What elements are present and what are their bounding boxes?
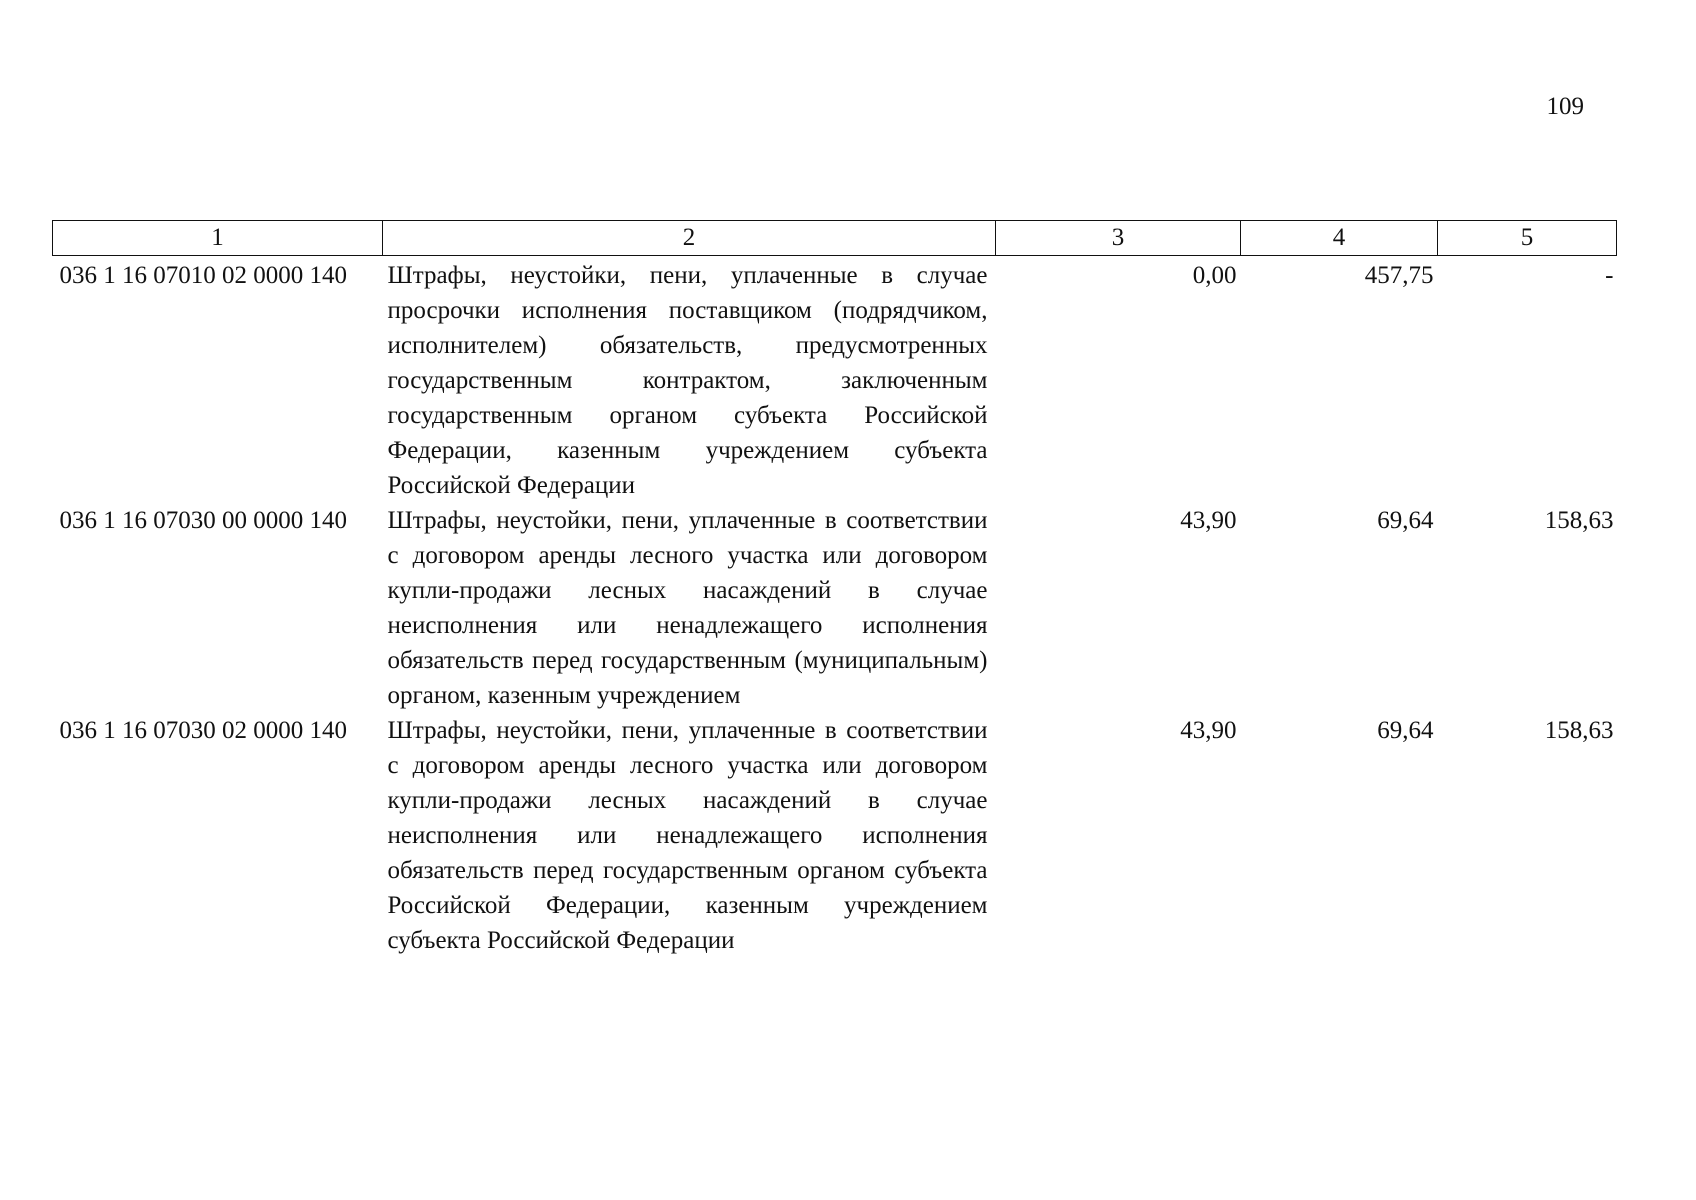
revenue-description: Штрафы, неустойки, пени, уплаченные в соответствии с договором аренды лесного участка или договором купли-продажи лесных насаждений в случае неисполнения или ненадлежащего исполнения обязательств перед государственным (муниципальным) органом, казенным учреждением (387, 507, 988, 709)
value-col-5: 158,63 (1544, 507, 1614, 534)
value-col-4: 69,64 (1377, 717, 1434, 744)
table-row (53, 713, 1617, 958)
page-number: 109 (1546, 93, 1584, 120)
table-row (53, 503, 1617, 713)
budget-code: 036 1 16 07030 00 0000 140 (59, 507, 347, 534)
budget-code: 036 1 16 07010 02 0000 140 (59, 262, 347, 289)
value-col-3: 0,00 (1192, 262, 1237, 289)
table-body (53, 256, 1617, 959)
header-row (53, 221, 1617, 256)
revenue-description: Штрафы, неустойки, пени, уплаченные в соответствии с договором аренды лесного участка или договором купли-продажи лесных насаждений в случае неисполнения или ненадлежащего исполнения обязательств перед государственным органом субъекта Российской Федерации, казенным учреждением субъекта Российской Федерации (387, 717, 988, 954)
value-col-5: - (1605, 262, 1614, 289)
header-col-3: 3 (996, 221, 1241, 256)
header-col-2: 2 (383, 221, 996, 256)
value-col-3: 43,90 (1180, 507, 1237, 534)
budget-revenue-table (52, 220, 1617, 958)
budget-code: 036 1 16 07030 02 0000 140 (59, 717, 347, 744)
value-col-3: 43,90 (1180, 717, 1237, 744)
value-col-5: 158,63 (1544, 717, 1614, 744)
header-col-4: 4 (1241, 221, 1438, 256)
value-col-4: 69,64 (1377, 507, 1434, 534)
value-col-4: 457,75 (1364, 262, 1434, 289)
header-col-1: 1 (53, 221, 383, 256)
table-header (53, 221, 1617, 256)
header-col-5: 5 (1438, 221, 1617, 256)
table-row (53, 256, 1617, 504)
revenue-description: Штрафы, неустойки, пени, уплаченные в случае просрочки исполнения поставщиком (подрядчиком, исполнителем) обязательств, предусмотренных государственным контрактом, заключенным государственным органом субъекта Российской Федерации, казенным учреждением субъекта Российской Федерации (387, 262, 988, 499)
